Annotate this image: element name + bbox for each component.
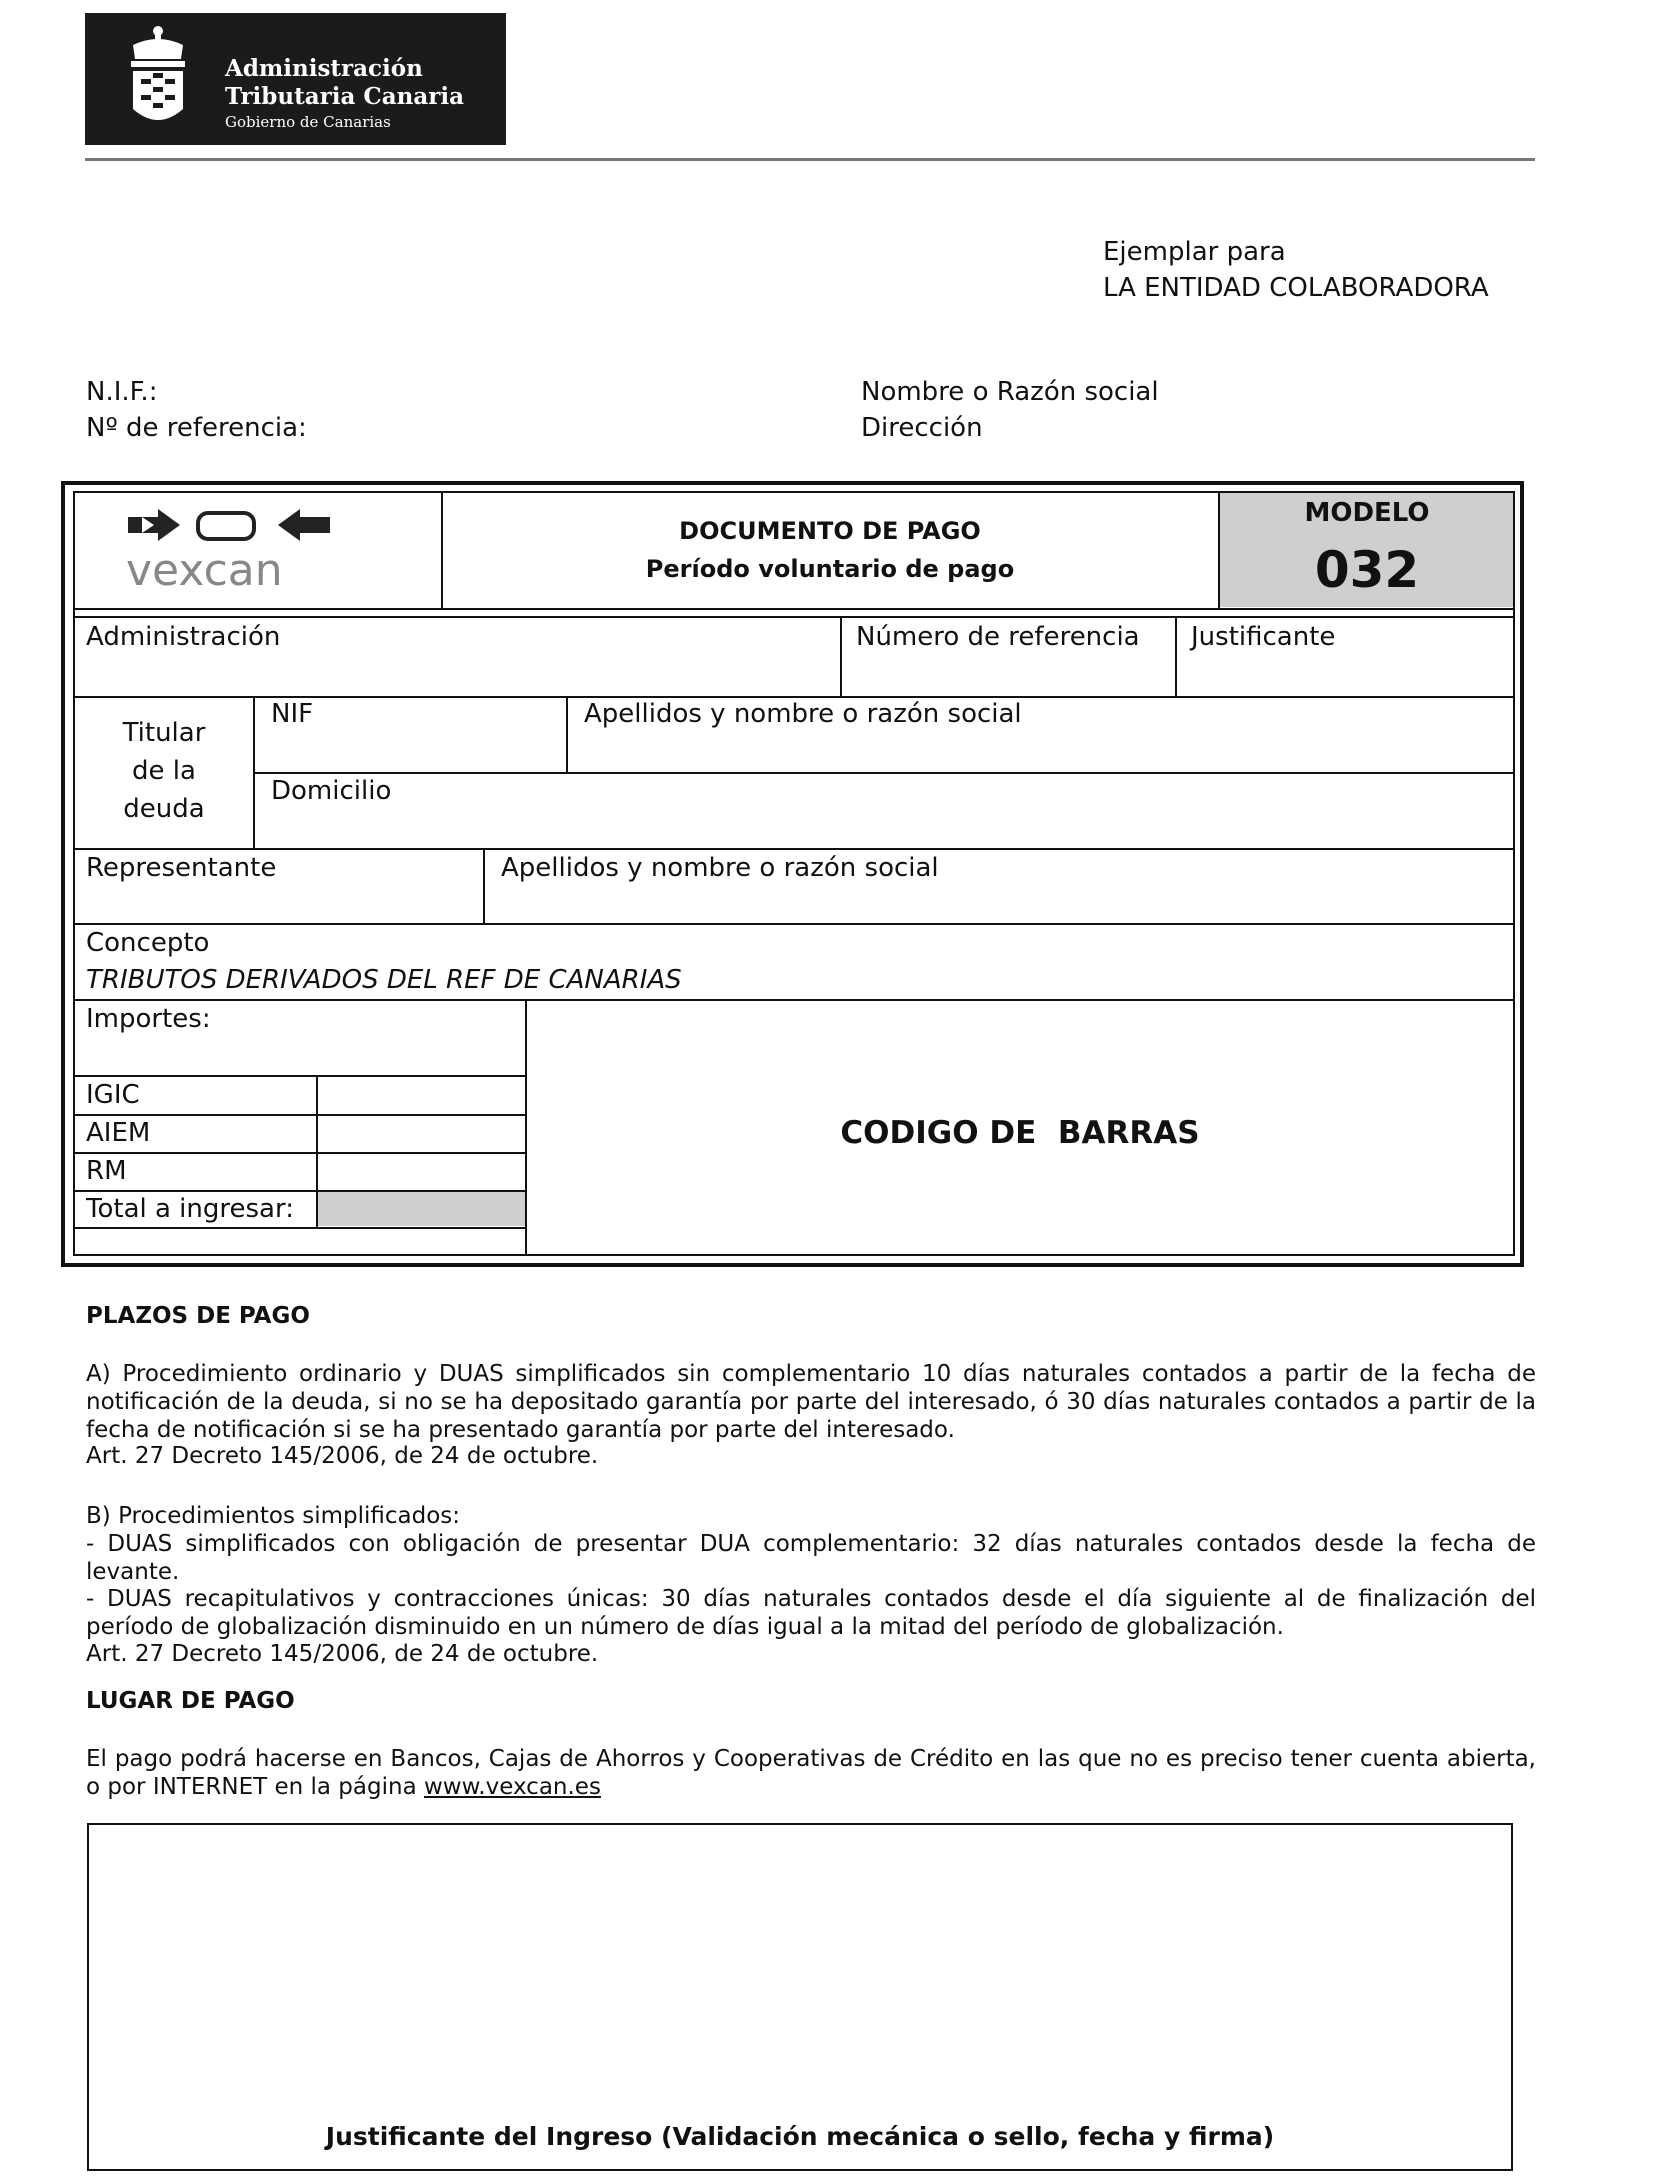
apellidos-titular-label: Apellidos y nombre o razón social (584, 699, 1022, 729)
header-divider (85, 158, 1535, 161)
org-name-line2: Tributaria Canaria (225, 83, 464, 110)
stamp-label: Justificante del Ingreso (Validación mecánica o sello, fecha y firma) (325, 2122, 1275, 2151)
lugar-title: LUGAR DE PAGO (86, 1688, 295, 1714)
crest-icon (123, 23, 193, 135)
form-line (73, 1227, 526, 1229)
importes-label: Importes: (86, 1004, 211, 1034)
form-line (73, 608, 1515, 610)
form-line (253, 696, 255, 848)
plazos-b-item2: - DUAS recapitulativos y contracciones únicas: 30 días naturales contados desde el día siguiente al de finalización del período de globalización disminuido en un número de días igual a la mitad del período de globalización. (86, 1586, 1536, 1640)
modelo-label: MODELO (1304, 498, 1430, 528)
form-line (73, 1152, 526, 1154)
lugar-text-body: El pago podrá hacerse en Bancos, Cajas de Ahorros y Cooperativas de Crédito en las que no es preciso tener cuenta abierta, o por INTERNET en la página (86, 1746, 1536, 1800)
nif-cell-label: NIF (271, 699, 314, 729)
concepto-label: Concepto (86, 928, 210, 958)
plazos-b-item1: - DUAS simplificados con obligación de presentar DUA complementario: 32 días naturales contados desde la fecha de levante. (86, 1531, 1536, 1585)
org-name-line3: Gobierno de Canarias (225, 113, 391, 131)
org-name-line1: Administración (225, 55, 423, 82)
form-line (255, 772, 1515, 774)
form-line (316, 1075, 318, 1227)
plazos-a-ref: Art. 27 Decreto 145/2006, de 24 de octubre. (86, 1443, 599, 1469)
vexcan-logo-icon (120, 505, 340, 595)
titular-label-line1: Titular (122, 718, 206, 748)
stamp-box (87, 1823, 1513, 2171)
copy-label-line1: Ejemplar para (1103, 237, 1286, 267)
vexcan-link[interactable]: www.vexcan.es (423, 1774, 601, 1800)
plazos-a-text: A) Procedimiento ordinario y DUAS simplificados sin complementario 10 días naturales contados a partir de la fecha de notificación de la deuda, si no se ha depositado garantía por parte del interesado, ó 30 días naturales contados a partir de la fecha de notificación si se ha presentado garantía por parte del interesado. (86, 1361, 1536, 1443)
form-title: DOCUMENTO DE PAGO (679, 517, 981, 545)
form-line (73, 1254, 1515, 1256)
form-line (1175, 616, 1177, 696)
plazos-b-ref: Art. 27 Decreto 145/2006, de 24 de octubre. (86, 1641, 599, 1667)
address-label: Dirección (861, 413, 983, 443)
form-line (840, 616, 842, 696)
domicilio-label: Domicilio (271, 776, 392, 806)
apellidos-representante-label: Apellidos y nombre o razón social (501, 853, 939, 883)
form-line (566, 696, 568, 772)
titular-label-line3: deuda (123, 794, 205, 824)
copy-label-line2: LA ENTIDAD COLABORADORA (1103, 273, 1489, 303)
form-line (483, 848, 485, 923)
lugar-text (86, 1745, 1536, 1801)
name-label: Nombre o Razón social (861, 377, 1159, 407)
igic-label: IGIC (86, 1080, 140, 1110)
form-line (73, 616, 1515, 618)
form-line (441, 491, 443, 608)
nif-label: N.I.F.: (86, 377, 158, 407)
total-label: Total a ingresar: (86, 1194, 294, 1224)
aiem-label: AIEM (86, 1118, 151, 1148)
agency-logo (85, 13, 506, 145)
rm-label: RM (86, 1156, 127, 1186)
plazos-title: PLAZOS DE PAGO (86, 1303, 310, 1329)
form-line (73, 848, 1515, 850)
form-line (1513, 491, 1515, 1256)
total-amount-field (317, 1192, 525, 1226)
plazos-b-title: B) Procedimientos simplificados: (86, 1503, 461, 1529)
representante-label: Representante (86, 853, 277, 883)
form-line (73, 923, 1515, 925)
barcode-area: CODIGO DE BARRAS (840, 1115, 1200, 1151)
modelo-number: 032 (1314, 541, 1420, 599)
form-line (73, 491, 1515, 493)
numero-referencia-label: Número de referencia (856, 622, 1140, 652)
titular-label-line2: de la (132, 756, 196, 786)
administracion-label: Administración (86, 622, 281, 652)
concepto-value: TRIBUTOS DERIVADOS DEL REF DE CANARIAS (86, 965, 682, 995)
justificante-label: Justificante (1191, 622, 1336, 652)
form-line (73, 491, 75, 1256)
vexcan-logo-text: vexcan (126, 545, 283, 595)
form-line (73, 999, 1515, 1001)
form-line (73, 1075, 526, 1077)
reference-number-label: Nº de referencia: (86, 413, 307, 443)
form-subtitle: Período voluntario de pago (645, 555, 1015, 583)
